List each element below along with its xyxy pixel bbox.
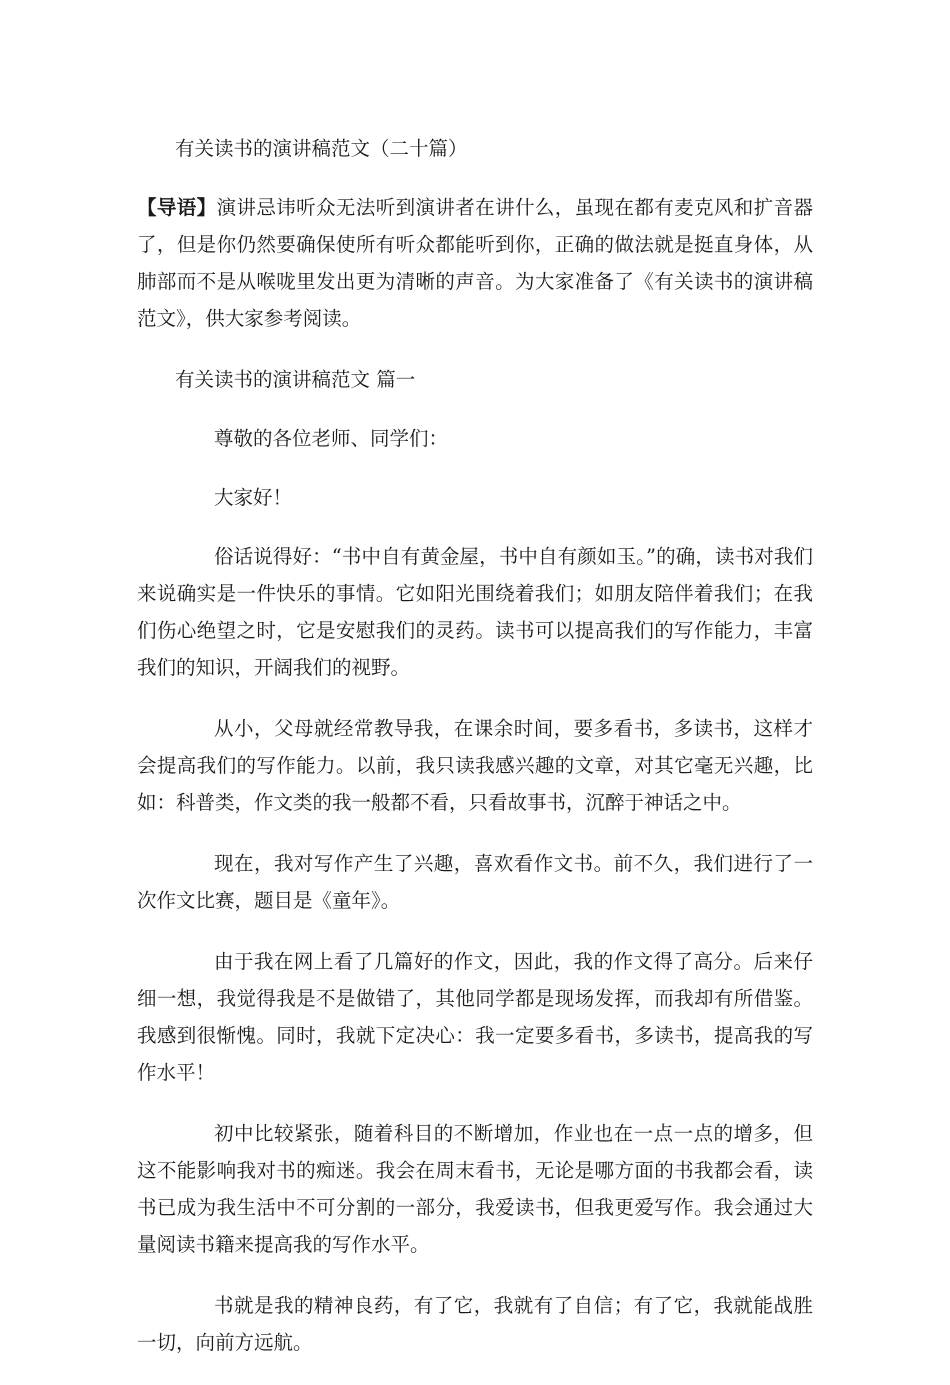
intro-paragraph [137,189,813,337]
document-body [137,130,813,1385]
salutation: 尊敬的各位老师、同学们： [214,427,449,450]
intro-tag: 【导语】 [137,196,217,219]
body-paragraph-6: 书就是我的精神良药，有了它，我就有了自信；有了它，我就能战胜一切，向前方远航。 [137,1294,813,1354]
body-paragraph-5: 初中比较紧张，随着科目的不断增加，作业也在一点一点的增多，但这不能影响我对书的痴迷。我会在周末看书，无论是哪方面的书我都会看，读书已成为我生活中不可分割的一部分，我爱读书，但我更爱写作。我会通过大量阅读书籍来提高我的写作水平。 [137,1122,813,1256]
document-title: 有关读书的演讲稿范文（二十篇） [175,137,468,160]
body-paragraph-2: 从小，父母就经常教导我，在课余时间，要多看书，多读书，这样才会提高我们的写作能力。以前，我只读我感兴趣的文章，对其它毫无兴趣，比如：科普类，作文类的我一般都不看，只看故事书，沉醉于神话之中。 [137,717,813,814]
body-paragraph-3: 现在，我对写作产生了兴趣，喜欢看作文书。前不久，我们进行了一次作文比赛，题目是《童年》。 [137,852,813,912]
body-paragraph-1: 俗话说得好：“书中自有黄金屋，书中自有颜如玉。”的确，读书对我们来说确实是一件快乐的事情。它如阳光围绕着我们；如朋友陪伴着我们；在我们伤心绝望之时，它是安慰我们的灵药。读书可以提高我们的写作能力，丰富我们的知识，开阔我们的视野。 [137,545,813,679]
body-paragraph-4: 由于我在网上看了几篇好的作文，因此，我的作文得了高分。后来仔细一想，我觉得我是不是做错了，其他同学都是现场发挥，而我却有所借鉴。我感到很惭愧。同时，我就下定决心：我一定要多看书，多读书，提高我的写作水平！ [137,950,813,1084]
intro-text: 演讲忌讳听众无法听到演讲者在讲什么，虽现在都有麦克风和扩音器了，但是你仍然要确保使所有听众都能听到你，正确的做法就是挺直身体，从肺部而不是从喉咙里发出更为清晰的声音。为大家准备了《有关读书的演讲稿范文》，供大家参考阅读。 [137,196,813,330]
greeting: 大家好！ [214,486,293,509]
section-title: 有关读书的演讲稿范文 篇一 [175,368,416,391]
